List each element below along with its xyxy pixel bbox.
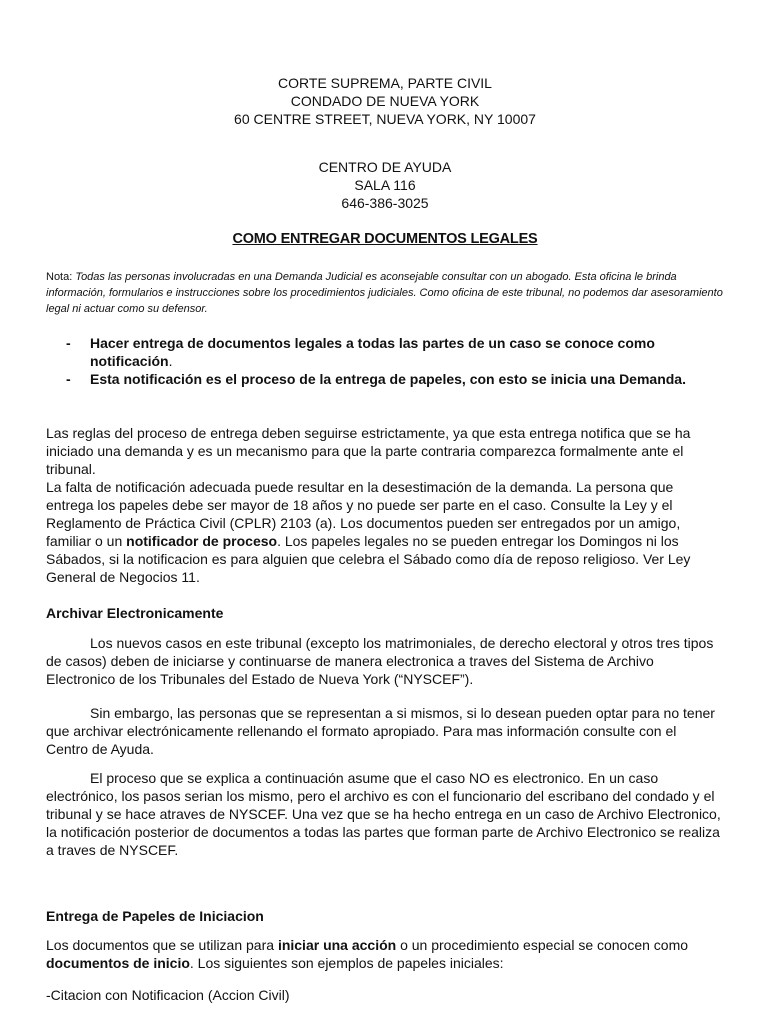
document-title: COMO ENTREGAR DOCUMENTOS LEGALES [232, 231, 538, 247]
list-item: -Citacion con Notificacion (Accion Civil) [46, 987, 290, 1003]
paragraph [46, 936, 721, 972]
paragraph-bold-text: notificador de proceso [126, 533, 278, 549]
intro-paragraphs [46, 424, 721, 586]
key-points-list [46, 334, 736, 388]
list-item [46, 334, 736, 370]
paragraph-text: o un procedimiento especial se conocen como [396, 937, 689, 953]
bullet-text: Hacer entrega de documentos legales a todas las partes de un caso se conoce como notificación [90, 335, 655, 369]
help-center-header [0, 158, 770, 212]
paragraph-bold-text: documentos de inicio [46, 955, 190, 971]
paragraph-text: La falta de notificación adecuada puede resultar en la desestimación de la demanda. La persona que entrega los papeles debe ser mayor de 18 años y no puede ser parte en el caso. Consulte la Ley y el Reglamento de Práctica Civil (CPLR) 2103 (a). Los documentos pueden ser entregados por un amigo, familiar o un [46, 479, 681, 549]
paragraph: Sin embargo, las personas que se representan a si mismos, si lo desean pueden optar para no tener que archivar electrónicamente rellenando el formato apropiado. Para mas información consulte con el Centro de Ayuda. [46, 705, 715, 757]
paragraph-bold-text: iniciar una acción [277, 937, 397, 953]
court-header [0, 74, 770, 128]
paragraph: Los nuevos casos en este tribunal (excepto los matrimoniales, de derecho electoral y otros tres tipos de casos) deben de iniciarse y continuarse de manera electronica a traves del Sistema de Archivo Electronico de los Tribunales del Estado de Nueva York (“NYSCEF”). [46, 635, 714, 687]
bullet-dash: - [66, 371, 71, 387]
help-center-phone: 646-386-3025 [341, 195, 429, 211]
help-center-room: SALA 116 [354, 177, 416, 193]
section-heading-initiating-papers: Entrega de Papeles de Iniciacion [46, 908, 264, 924]
paragraph-text: Los documentos que se utilizan para [46, 937, 278, 953]
list-item [46, 370, 736, 388]
note-text: Todas las personas involucradas en una Demanda Judicial es aconsejable consultar con un abogado. Esta oficina le brinda información, formularios e instrucciones sobre los procedimientos judiciales. Como oficina de este tribunal, no podemos dar asesoramiento legal ni actuar como su defensor. [46, 271, 723, 315]
help-center-name: CENTRO DE AYUDA [318, 159, 452, 175]
court-address: 60 CENTRE STREET, NUEVA YORK, NY 10007 [234, 111, 536, 127]
disclaimer-note [46, 269, 736, 317]
paragraph: Las reglas del proceso de entrega deben seguirse estrictamente, ya que esta entrega notifica que se ha iniciado una demanda y es un mecanismo para que la parte contraria comparezca formalmente ante el tribunal. [46, 425, 691, 477]
court-name: CORTE SUPREMA, PARTE CIVIL [278, 75, 492, 91]
paragraph [46, 478, 721, 586]
paragraph-text: . Los papeles legales no se pueden entregar los Domingos ni los Sábados, si la notificacion es para alguien que celebra el Sábado como día de reposo religioso. Ver Ley General de Negocios 11. [46, 533, 691, 585]
bullet-text-end: . [168, 353, 173, 369]
county-name: CONDADO DE NUEVA YORK [290, 93, 480, 109]
bullet-dash: - [66, 335, 71, 351]
note-label: Nota: [46, 271, 76, 283]
paragraph: El proceso que se explica a continuación asume que el caso NO es electronico. En un caso electrónico, los pasos serian los mismo, pero el archivo es con el funcionario del escribano del condado y el tribunal y se hace atraves de NYSCEF. Una vez que se ha hecho entrega en un caso de Archivo Electronico, la notificación posterior de documentos a todas las partes que forman parte de Archivo Electronico se realiza a traves de NYSCEF. [46, 770, 721, 858]
paragraph-text: . Los siguientes son ejemplos de papeles iniciales: [189, 955, 504, 971]
section-heading-efiling: Archivar Electronicamente [46, 605, 224, 621]
bullet-text: Esta notificación es el proceso de la entrega de papeles, con esto se inicia una Demanda. [90, 371, 686, 387]
